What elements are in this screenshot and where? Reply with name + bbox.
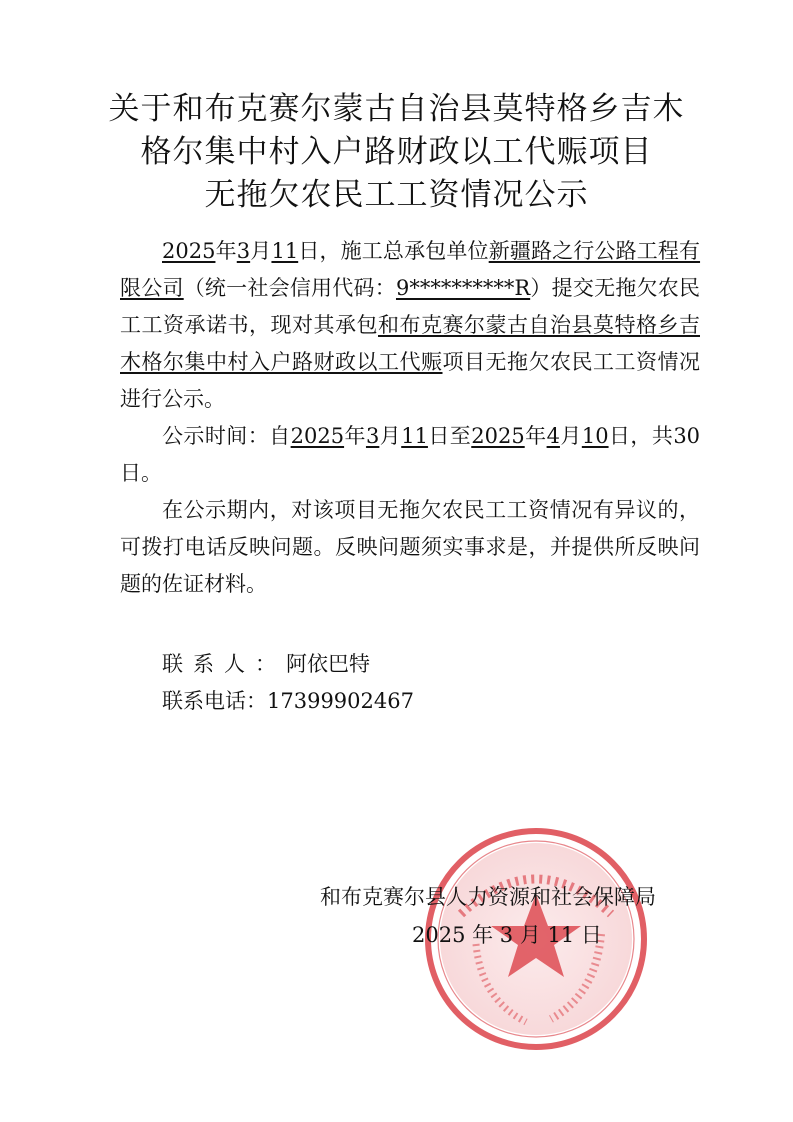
contact-person-row — [162, 646, 662, 683]
start-month: 3 — [365, 424, 380, 448]
text-fragment: 日。 — [120, 461, 162, 485]
text-fragment: 公示时间：自 — [162, 424, 291, 448]
text-fragment: ）提交无拖欠农民工工资承诺书，现对其承包 — [120, 276, 701, 337]
end-day: 10 — [581, 424, 609, 448]
announce-day: 11 — [271, 239, 299, 263]
text-fragment: 月 — [250, 239, 272, 263]
document-title — [0, 88, 793, 217]
text-fragment: 年 — [524, 424, 547, 448]
end-month: 4 — [546, 424, 560, 448]
text-fragment: （统一社会信用代码： — [183, 276, 396, 300]
project-name: 和布克赛尔蒙古自治县莫特格乡吉木格尔集中村入户路财政以工代赈 — [120, 313, 700, 374]
paragraph-announcement — [120, 233, 700, 418]
end-year: 2025 — [471, 424, 525, 448]
credit-code: 9**********R — [395, 276, 531, 300]
contact-phone-number: 17399902467 — [267, 689, 414, 713]
contact-phone-row — [162, 683, 662, 720]
title-line-2: 格尔集中村入户路财政以工代赈项目 — [140, 134, 653, 170]
contact-person-name: 阿依巴特 — [286, 652, 370, 676]
text-fragment: 月 — [379, 424, 402, 448]
contact-phone-label: 联系电话： — [162, 689, 267, 713]
text-fragment: 月 — [559, 424, 582, 448]
document-body — [120, 233, 700, 603]
period-days: 30 — [673, 424, 701, 448]
title-line-3: 无拖欠农民工工资情况公示 — [204, 177, 589, 213]
contact-block — [162, 646, 662, 720]
text-fragment: 日，共 — [608, 424, 674, 448]
issuing-organization: 和布克赛尔县人力资源和社会保障局 — [320, 885, 656, 909]
paragraph-period — [120, 418, 700, 492]
text-fragment: 项目无拖欠农民工工资情况进行公示。 — [120, 350, 700, 411]
contractor-name: 新疆路之行公路工程有限公司 — [120, 239, 701, 300]
text-fragment: 日至 — [427, 424, 472, 448]
contact-person-label: 联系人： — [162, 652, 286, 676]
announce-year: 2025 — [162, 239, 216, 263]
start-year: 2025 — [290, 424, 345, 448]
title-line-1: 关于和布克赛尔蒙古自治县莫特格乡吉木 — [108, 91, 685, 127]
announce-month: 3 — [236, 239, 251, 263]
text-fragment: 年 — [344, 424, 366, 448]
issue-date: 2025 年 3 月 11 日 — [412, 923, 602, 947]
text-fragment: 日，施工总承包单位 — [298, 239, 489, 263]
start-day: 11 — [401, 424, 428, 448]
text-fragment: 年 — [215, 239, 237, 263]
paragraph-objection: 在公示期内，对该项目无拖欠农民工工资情况有异议的，可拨打电话反映问题。反映问题须实事求是，并提供所反映问题的佐证材料。 — [120, 498, 700, 596]
